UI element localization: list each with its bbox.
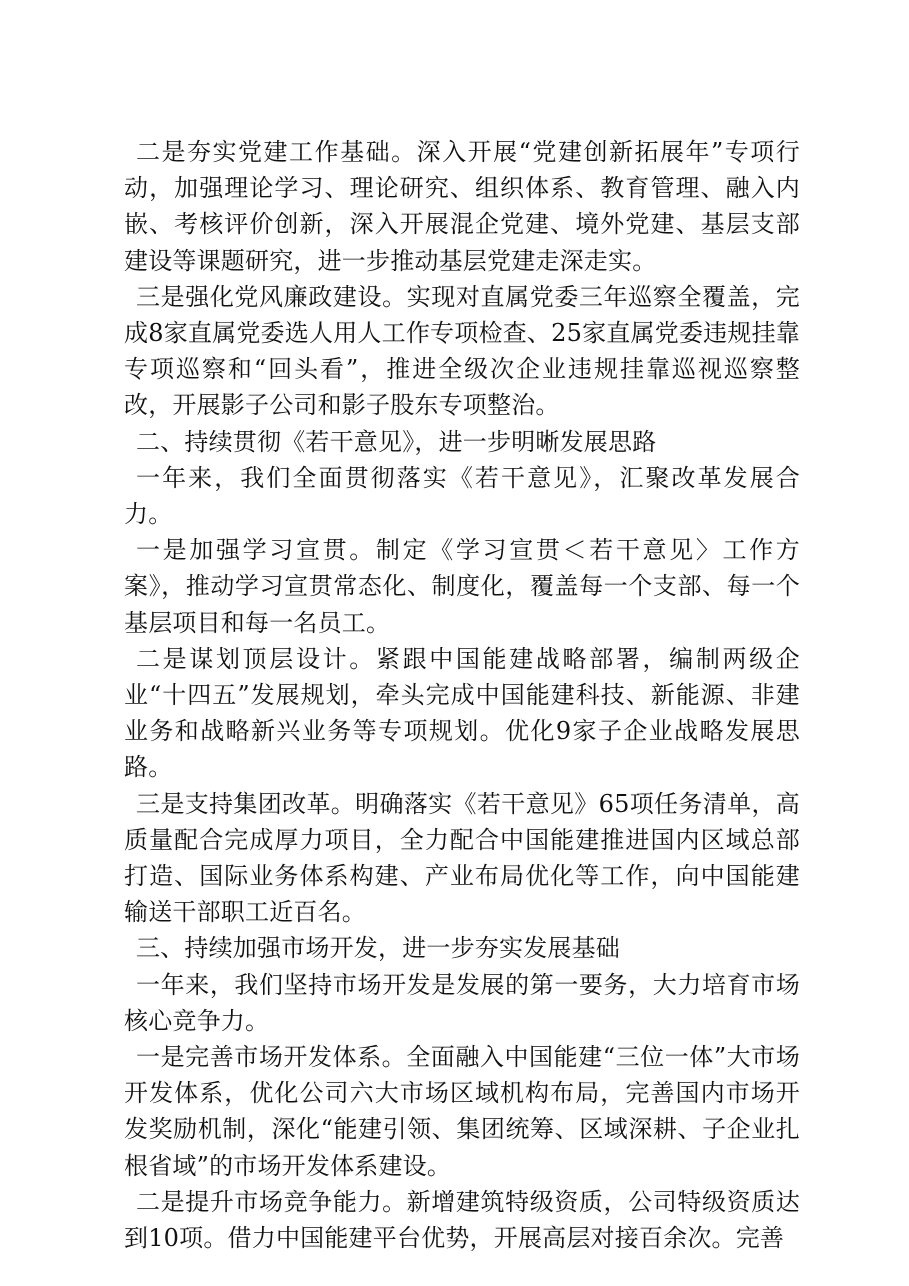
paragraph-market-summary: 一年来，我们坚持市场开发是发展的第一要务，大力培育市场核心竞争力。 — [124, 970, 800, 1035]
paragraph-study-promotion: 一是加强学习宣贯。制定《学习宣贯＜若干意见〉工作方案》，推动学习宣贯常态化、制度化，覆盖每一个支部、每一个基层项目和每一名员工。 — [124, 536, 800, 637]
section-heading-implement-opinions: 二、持续贯彻《若干意见》，进一步明晰发展思路 — [136, 427, 657, 456]
paragraph-integrity-construction: 三是强化党风廉政建设。实现对直属党委三年巡察全覆盖，完成8家直属党委选人用人工作专项检查、25家直属党委违规挂靠专项巡察和“回头看”，推进全级次企业违规挂靠巡视巡察整改，开展影子公司和影子股东专项整治。 — [124, 282, 800, 420]
paragraph-market-system: 一是完善市场开发体系。全面融入中国能建“三位一体”大市场开发体系，优化公司六大市场区域机构布局，完善国内市场开发奖励机制，深化“能建引领、集团统筹、区域深耕、子企业扎根省域”的市场开发体系建设。 — [124, 1043, 800, 1180]
paragraph-market-competitiveness: 二是提升市场竞争能力。新增建筑特级资质，公司特级资质达到10项。借力中国能建平台优势，开展高层对接百余次。完善 — [124, 1187, 800, 1253]
section-heading-market-development: 三、持续加强市场开发，进一步夯实发展基础 — [136, 934, 620, 963]
document-body — [124, 134, 800, 1256]
paragraph-group-reform: 三是支持集团改革。明确落实《若干意见》65项任务清单，高质量配合完成厚力项目，全力配合中国能建推进国内区域总部打造、国际业务体系构建、产业布局优化等工作，向中国能建输送干部职工近百名。 — [124, 789, 800, 927]
paragraph-opinions-summary: 一年来，我们全面贯彻落实《若干意见》，汇聚改革发展合力。 — [124, 463, 800, 529]
paragraph-party-building-foundation: 二是夯实党建工作基础。深入开展“党建创新拓展年”专项行动，加强理论学习、理论研究、组织体系、教育管理、融入内嵌、考核评价创新，深入开展混企党建、境外党建、基层支部建设等课题研究，进一步推动基层党建走深走实。 — [124, 138, 800, 275]
paragraph-top-level-design: 二是谋划顶层设计。紧跟中国能建战略部署，编制两级企业“十四五”发展规划，牵头完成中国能建科技、新能源、非建业务和战略新兴业务等专项规划。优化9家子企业战略发展思路。 — [124, 644, 800, 782]
